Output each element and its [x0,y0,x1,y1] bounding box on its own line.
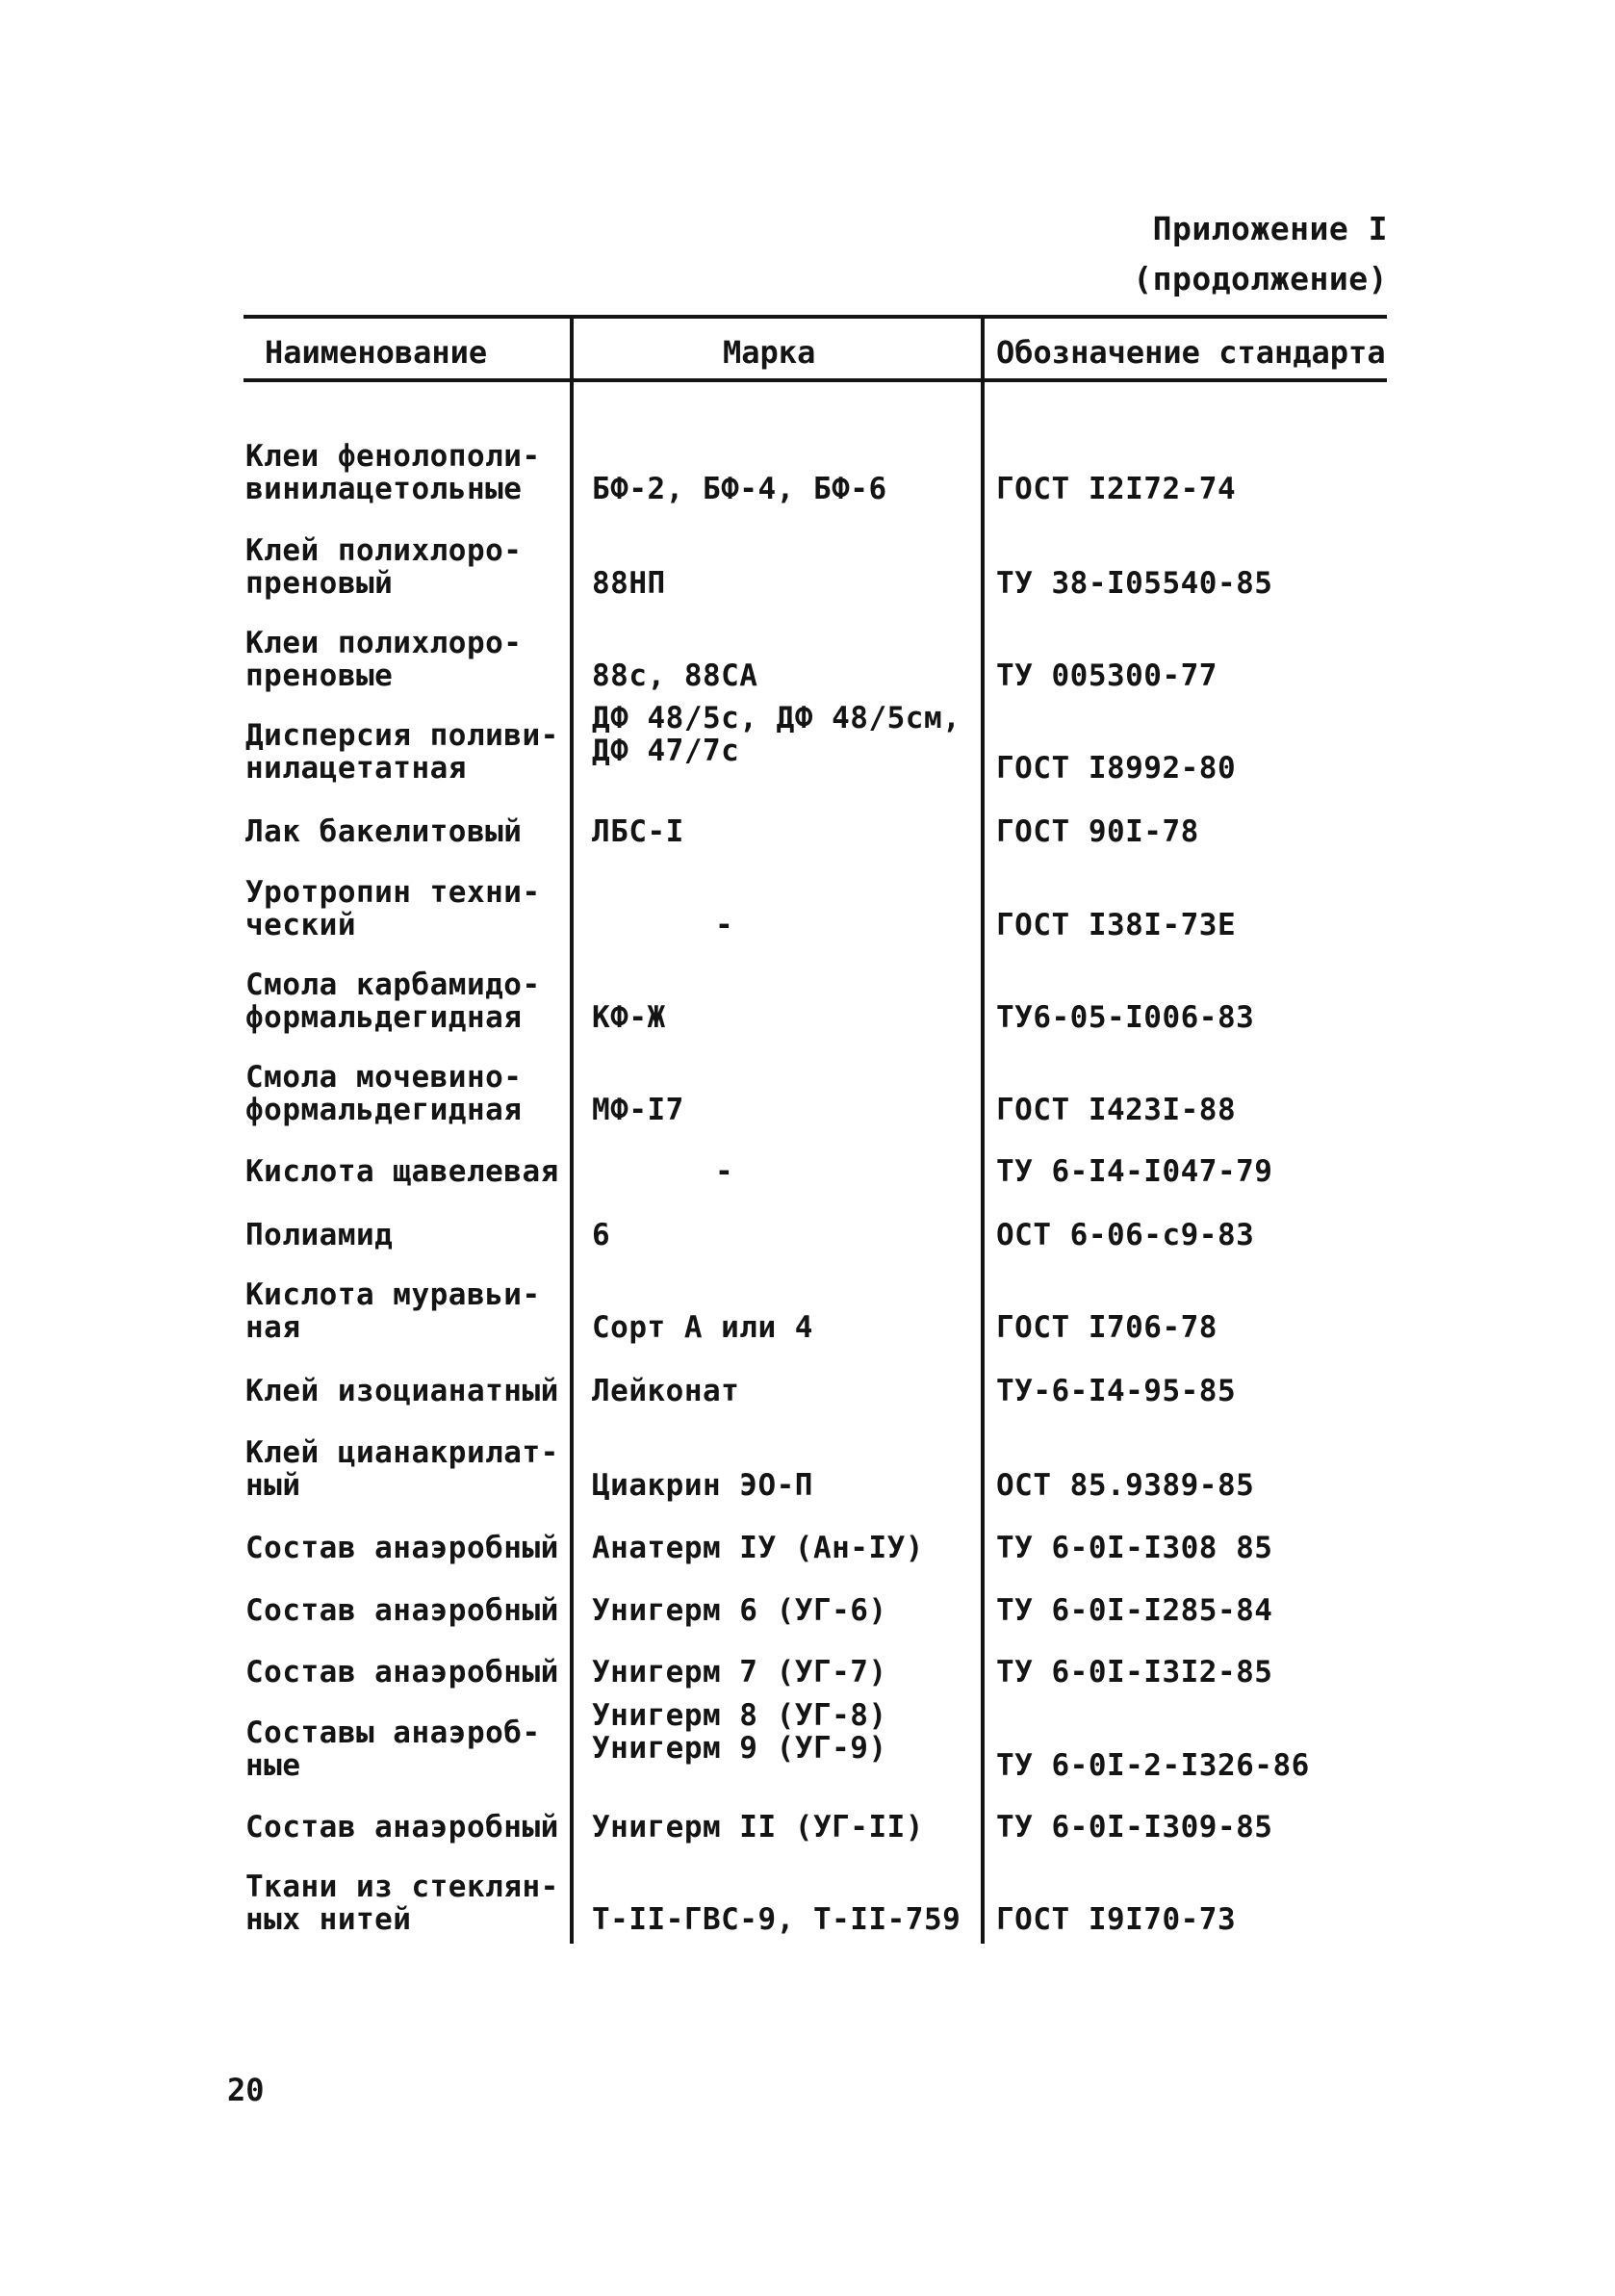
material-standard: ТУ6-05-I006-83 [996,1000,1255,1035]
table-row [244,1627,1387,1689]
material-name: Смола карбамидо- формальдегидная [245,967,541,1035]
material-standard: ГОСТ I9I70-73 [996,1902,1237,1937]
material-standard: ТУ 005300-77 [996,658,1218,693]
appendix-heading [1133,204,1388,304]
material-standard: ТУ 6-I4-I047-79 [996,1154,1273,1189]
table-row [244,942,1387,1034]
material-standard: ГОСТ I423I-88 [996,1093,1237,1127]
table-row [244,1126,1387,1188]
material-standard: ТУ-6-I4-95-85 [996,1374,1237,1408]
appendix-title: Приложение I [1152,210,1388,247]
material-mark: Унигерм II (УГ-II) [592,1810,924,1845]
header-bottom-rule [244,378,1387,382]
material-standard: ГОСТ I706-78 [996,1310,1218,1345]
table-row [244,1188,1387,1251]
material-name: Клеи полихлоро- преновые [245,626,523,693]
material-name: Кислота щавелевая [245,1154,559,1189]
table-row [244,411,1387,505]
appendix-subtitle: (продолжение) [1133,260,1388,297]
material-mark: ДФ 48/5с, ДФ 48/5см, ДФ 47/7с [592,701,961,768]
column-header-standard: Обозначение стандарта [996,334,1386,371]
material-standard: ТУ 6-0I-2-I326-86 [996,1748,1310,1783]
material-name: Состав анаэробный [245,1655,559,1690]
material-mark: ЛБС-I [592,814,684,849]
material-name: Клей цианакрилат- ный [245,1435,559,1503]
table-row [244,1407,1387,1502]
table-row [244,600,1387,692]
material-name: Состав анаэробный [245,1531,559,1565]
material-standard: ГОСТ I2I72-74 [996,472,1237,506]
material-mark: Унигерм 6 (УГ-6) [592,1593,887,1628]
material-mark: 88с, 88СА [592,658,758,693]
column-header-mark: Маркa [723,334,816,371]
material-standard: ТУ 38-I05540-85 [996,566,1273,601]
table-row [244,1689,1387,1782]
material-mark: Т-II-ГВС-9, Т-II-759 [592,1902,961,1937]
material-mark: - [715,908,734,942]
material-standard: ГОСТ 90I-78 [996,814,1199,849]
table-top-rule [244,315,1387,319]
material-mark: 88НП [592,566,666,601]
table-row [244,1034,1387,1126]
material-mark: КФ-Ж [592,1000,666,1035]
table-row [244,785,1387,848]
material-name: Клей изоцианатный [245,1374,559,1408]
material-mark: Унигерм 7 (УГ-7) [592,1655,887,1690]
material-mark: Унигерм 8 (УГ-8) Унигерм 9 (УГ-9) [592,1698,887,1766]
table-row [244,1502,1387,1564]
material-mark: Циакрин ЭО-П [592,1468,813,1503]
table-row [244,1344,1387,1407]
material-name: Смола мочевино- формальдегидная [245,1060,523,1127]
material-standard: ТУ 6-0I-I3I2-85 [996,1655,1273,1690]
table-row [244,692,1387,785]
table-row [244,848,1387,942]
material-name: Полиамид [245,1218,394,1252]
material-name: Состав анаэробный [245,1810,559,1845]
materials-table [244,315,1387,1944]
material-mark: Анатерм IУ (Ан-IУ) [592,1531,924,1565]
material-mark: МФ-I7 [592,1093,684,1127]
material-name: Лак бакелитовый [245,814,523,849]
material-name: Состав анаэробный [245,1593,559,1628]
material-standard: ГОСТ I8992-80 [996,751,1237,786]
material-name: Клеи фенолополи- винилацетольные [245,439,541,506]
material-standard: ГОСТ I38I-73Е [996,908,1237,942]
table-row [244,1782,1387,1844]
material-name: Кислота муравьи- ная [245,1277,541,1345]
material-standard: ОСТ 6-06-с9-83 [996,1218,1255,1252]
material-name: Составы анаэроб- ные [245,1716,541,1783]
material-standard: ТУ 6-0I-I308 85 [996,1531,1273,1565]
material-mark: Сорт А или 4 [592,1310,813,1345]
table-row [244,1564,1387,1627]
table-row [244,1844,1387,1936]
material-standard: ТУ 6-0I-I309-85 [996,1810,1273,1845]
column-header-name: Наименование [265,334,488,371]
table-body [244,411,1387,1936]
material-name: Дисперсия поливи- нилацетатная [245,718,559,786]
material-standard: ОСТ 85.9389-85 [996,1468,1255,1503]
material-mark: - [715,1154,734,1189]
material-name: Ткани из стеклян- ных нитей [245,1870,559,1937]
table-row [244,1251,1387,1344]
material-mark: БФ-2, БФ-4, БФ-6 [592,472,887,506]
table-row [244,505,1387,600]
material-standard: ТУ 6-0I-I285-84 [996,1593,1273,1628]
material-name: Клей полихлоро- преновый [245,533,523,601]
material-mark: Лейконат [592,1374,740,1408]
material-name: Уротропин техни- ческий [245,875,541,942]
page-number: 20 [227,2072,265,2108]
material-mark: 6 [592,1218,611,1252]
